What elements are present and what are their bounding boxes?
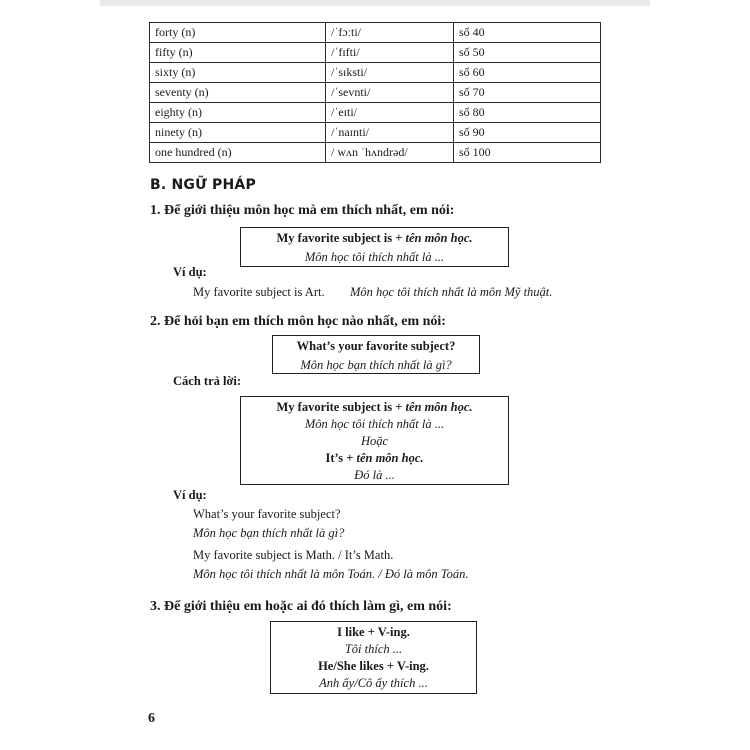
vocab-ipa: /ˈsevnti/ — [326, 83, 454, 103]
vocab-ipa: /ˈeɪti/ — [326, 103, 454, 123]
q1-box-line1-en: My favorite subject is + — [276, 231, 406, 245]
question-3-title: 3. Để giới thiệu em hoặc ai đó thích làm gì, em nói: — [150, 599, 452, 614]
vocab-row — [150, 123, 601, 143]
vocab-meaning: số 100 — [454, 143, 601, 163]
q2-ans-line5: Đó là ... — [354, 468, 395, 482]
question-1-title: 1. Để giới thiệu môn học mà em thích nhất, em nói: — [150, 203, 455, 218]
vocab-row — [150, 103, 601, 123]
vocab-row — [150, 143, 601, 163]
q2-ex2-en: My favorite subject is Math. / It’s Math. — [193, 548, 394, 562]
vocab-row — [150, 63, 601, 83]
q1-pattern-box — [240, 227, 509, 267]
vocab-row — [150, 43, 601, 63]
vocab-row — [150, 23, 601, 43]
page-number: 6 — [148, 711, 155, 726]
q2-ans-line1-it: tên môn học. — [405, 400, 473, 414]
q3-pattern-box — [270, 621, 477, 694]
vocab-meaning: số 80 — [454, 103, 601, 123]
q1-box-line2: Môn học tôi thích nhất là ... — [304, 250, 445, 264]
q2-ans-line2: Môn học tôi thích nhất là ... — [304, 417, 445, 431]
vocab-word: fifty (n) — [150, 43, 326, 63]
vocab-word: forty (n) — [150, 23, 326, 43]
q3-box-line2: Tôi thích ... — [344, 642, 403, 656]
q1-example-label: Ví dụ: — [173, 265, 207, 279]
q2-answer-label: Cách trả lời: — [173, 374, 242, 388]
vocab-ipa: / wʌn ˈhʌndrəd/ — [326, 143, 454, 163]
q1-example-vi: Môn học tôi thích nhất là môn Mỹ thuật. — [350, 285, 553, 299]
q2-ex1-en: What’s your favorite subject? — [193, 507, 341, 521]
q2-ex1-vi: Môn học bạn thích nhất là gì? — [193, 526, 345, 540]
q2-ans-line4-it: tên môn học. — [356, 451, 424, 465]
vocab-meaning: số 40 — [454, 23, 601, 43]
vocab-ipa: /ˈsɪksti/ — [326, 63, 454, 83]
vocab-meaning: số 90 — [454, 123, 601, 143]
vocab-word: sixty (n) — [150, 63, 326, 83]
q1-box-line1-it: tên môn học. — [405, 231, 473, 245]
q1-example-en: My favorite subject is Art. — [193, 285, 325, 299]
q2-example-label: Ví dụ: — [173, 488, 207, 502]
q2-ans-or: Hoặc — [360, 434, 389, 448]
question-2-title: 2. Để hỏi bạn em thích môn học nào nhất, em nói: — [150, 314, 446, 329]
vocab-ipa: /ˈnaɪnti/ — [326, 123, 454, 143]
q3-box-line4: Anh ấy/Cô ấy thích ... — [319, 676, 428, 690]
vocab-meaning: số 60 — [454, 63, 601, 83]
vocab-ipa: /ˈfɔːti/ — [326, 23, 454, 43]
vocab-meaning: số 70 — [454, 83, 601, 103]
vocab-word: seventy (n) — [150, 83, 326, 103]
vocabulary-table — [149, 22, 601, 163]
vocab-meaning: số 50 — [454, 43, 601, 63]
vocab-ipa: /ˈfɪfti/ — [326, 43, 454, 63]
vocab-word: eighty (n) — [150, 103, 326, 123]
q2-ans-line4-en: It’s + — [325, 451, 357, 465]
q2-box-line2: Môn học bạn thích nhất là gì? — [300, 358, 452, 372]
section-heading: B. NGỮ PHÁP — [150, 177, 256, 193]
q2-box-line1: What’s your favorite subject? — [296, 339, 456, 353]
q2-ans-line1-en: My favorite subject is + — [276, 400, 406, 414]
q3-box-line1: I like + V-ing. — [337, 625, 410, 639]
q2-ex2-vi: Môn học tôi thích nhất là môn Toán. / Đó là môn Toán. — [193, 567, 469, 581]
q2-answer-box — [240, 396, 509, 485]
vocab-row — [150, 83, 601, 103]
q3-box-line3: He/She likes + V-ing. — [318, 659, 429, 673]
vocab-word: ninety (n) — [150, 123, 326, 143]
vocab-word: one hundred (n) — [150, 143, 326, 163]
q2-question-box — [272, 335, 480, 374]
